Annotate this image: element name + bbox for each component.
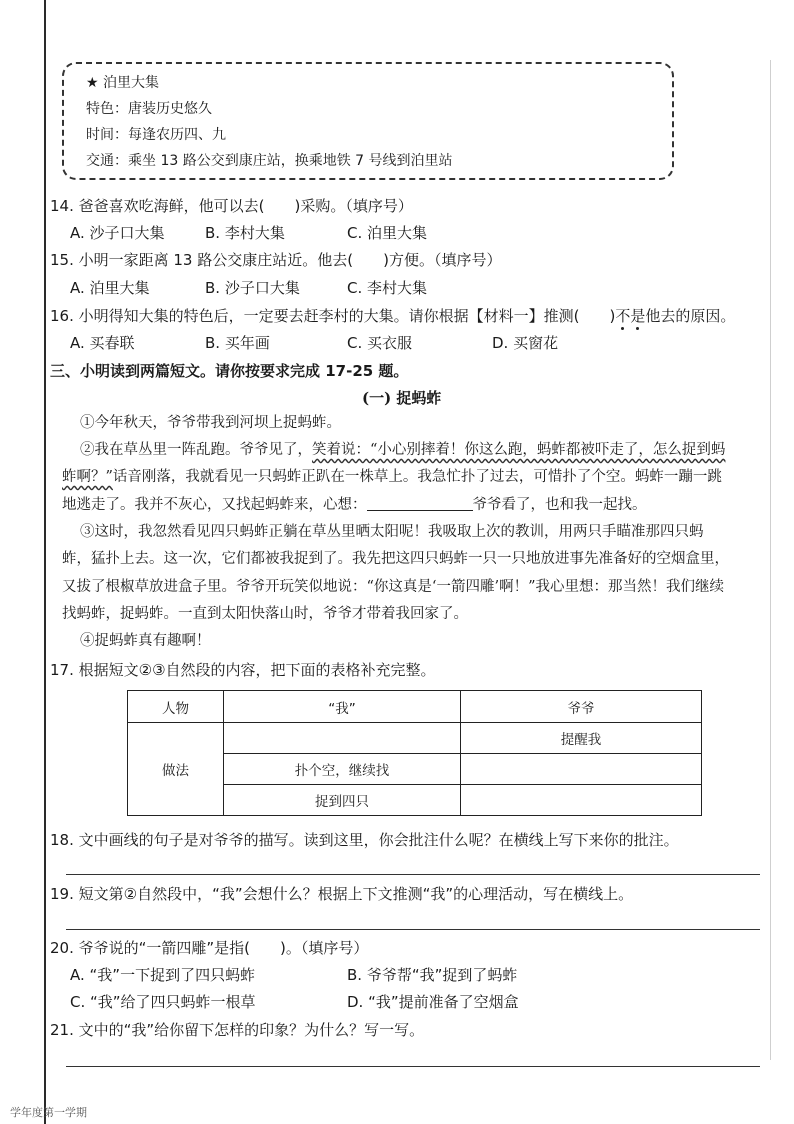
q16-stem-after: 他去的原因。: [645, 307, 736, 325]
table-header-grandpa: 爷爷: [461, 691, 702, 723]
question-17: 17. 根据短文②③自然段的内容，把下面的表格补充完整。: [50, 661, 436, 679]
passage-paragraph-1: ①今年秋天，爷爷带我到河坝上捉蚂蚱。: [80, 415, 341, 431]
right-margin-rule: [770, 60, 771, 1060]
underlined-sentence: 笑着说：“小心别摔着！你这么跑，蚂蚱都被吓走了，怎么捉到蚂: [312, 442, 726, 458]
q16-option-d[interactable]: D. 买窗花: [492, 334, 559, 352]
table-cell-blank[interactable]: [461, 785, 702, 816]
passage-p3-line-2: 蚱，猛扑上去。这一次，它们都被我捉到了。我先把这四只蚂蚱一只一只地放进事先准备好的空烟盒里，: [62, 551, 729, 567]
market-transport: 交通：乘坐 13 路公交到康庄站，换乘地铁 7 号线到泊里站: [86, 153, 453, 169]
p2-start: ②我在草丛里一阵乱跑。爷爷见了，: [80, 442, 312, 458]
question-15: 15. 小明一家距离 13 路公交康庄站近。他去( )方便。（填序号）: [50, 251, 502, 269]
question-20: 20. 爷爷说的“一箭四雕”是指( )。（填序号）: [50, 939, 369, 957]
page-footer: 学年度第一学期: [10, 1106, 87, 1119]
q14-option-b[interactable]: B. 李村大集: [205, 224, 285, 242]
q15-option-c[interactable]: C. 李村大集: [347, 279, 428, 297]
question-21: 21. 文中的“我”给你留下怎样的印象？为什么？写一写。: [50, 1021, 425, 1039]
q15-option-a[interactable]: A. 泊里大集: [70, 279, 150, 297]
question-18: 18. 文中画线的句子是对爷爷的描写。读到这里，你会批注什么呢？在横线上写下来你的批注。: [50, 831, 679, 849]
q17-table: [127, 690, 702, 816]
q16-option-b[interactable]: B. 买年画: [205, 334, 270, 352]
p2-line2-rest: 话音刚落，我就看见一只蚂蚱正趴在一株草上。我急忙扑了过去，可惜扑了个空。蚂蚱一蹦一跳: [112, 469, 722, 485]
q14-option-a[interactable]: A. 沙子口大集: [70, 224, 165, 242]
passage-p3-line-3: 又拔了根椒草放进盒子里。爷爷开玩笑似地说：“你这真是‘一箭四雕’啊！”我心里想：那当然！我们继续: [62, 579, 725, 595]
passage-p2-line-3: [62, 495, 647, 515]
passage-p3-line-4: 找蚂蚱，捉蚂蚱。一直到太阳快落山时，爷爷才带着我回家了。: [62, 606, 468, 622]
p2-line3-before: 地逃走了。我并不灰心，又找起蚂蚱来，心想：: [62, 497, 367, 513]
emphasis-dot-char: 是: [630, 307, 646, 325]
table-cell-blank[interactable]: [461, 754, 702, 785]
passage-p2-line-2: [62, 467, 722, 487]
market-title: ★ 泊里大集: [86, 75, 160, 91]
q20-option-b[interactable]: B. 爷爷帮“我”捉到了蚂蚱: [347, 966, 518, 984]
table-cell-blank[interactable]: [224, 723, 461, 754]
passage-p2-line-1: [80, 440, 725, 460]
left-margin-rule: [44, 0, 46, 1124]
q16-stem-before: 16. 小明得知大集的特色后，一定要去赶李村的大集。请你根据【材料一】推测( ): [50, 307, 616, 325]
thought-blank[interactable]: [367, 496, 473, 511]
table-cell: 提醒我: [461, 723, 702, 754]
q19-answer-line[interactable]: [66, 929, 760, 930]
q14-option-c[interactable]: C. 泊里大集: [347, 224, 428, 242]
q20-option-d[interactable]: D. “我”提前准备了空烟盒: [347, 993, 519, 1011]
q20-option-c[interactable]: C. “我”给了四只蚂蚱一根草: [70, 993, 256, 1011]
q20-option-a[interactable]: A. “我”一下捉到了四只蚂蚱: [70, 966, 256, 984]
passage-p3-line-1: ③这时，我忽然看见四只蚂蚱正躺在草丛里晒太阳呢！我吸取上次的教训，用两只手瞄准那四只蚂: [80, 524, 704, 540]
q18-answer-line[interactable]: [66, 874, 760, 875]
question-19: 19. 短文第②自然段中，“我”会想什么？根据上下文推测“我”的心理活动，写在横线上。: [50, 885, 634, 903]
market-time: 时间：每逢农历四、九: [86, 127, 226, 143]
p2-line3-after: 爷爷看了，也和我一起找。: [472, 497, 647, 513]
emphasis-dot-char: 不: [615, 307, 631, 325]
q15-option-b[interactable]: B. 沙子口大集: [205, 279, 300, 297]
q16-option-a[interactable]: A. 买春联: [70, 334, 135, 352]
q16-option-c[interactable]: C. 买衣服: [347, 334, 413, 352]
question-16: [50, 306, 735, 326]
market-feature: 特色：唐装历史悠久: [86, 101, 212, 117]
table-cell: 捉到四只: [224, 785, 461, 816]
q21-answer-line[interactable]: [66, 1066, 760, 1067]
question-14: 14. 爸爸喜欢吃海鲜，他可以去( )采购。（填序号）: [50, 197, 413, 215]
passage-paragraph-4: ④捉蚂蚱真有趣啊！: [80, 633, 211, 649]
table-row-label: 做法: [128, 723, 224, 816]
underlined-sentence-end: 蚱啊？”: [62, 469, 113, 485]
section-3-heading: 三、小明读到两篇短文。请你按要求完成 17-25 题。: [50, 362, 409, 380]
passage-title: (一) 捉蚂蚱: [362, 389, 442, 407]
table-cell: 扑个空，继续找: [224, 754, 461, 785]
table-header-me: “我”: [224, 691, 461, 723]
table-header-person: 人物: [128, 691, 224, 723]
